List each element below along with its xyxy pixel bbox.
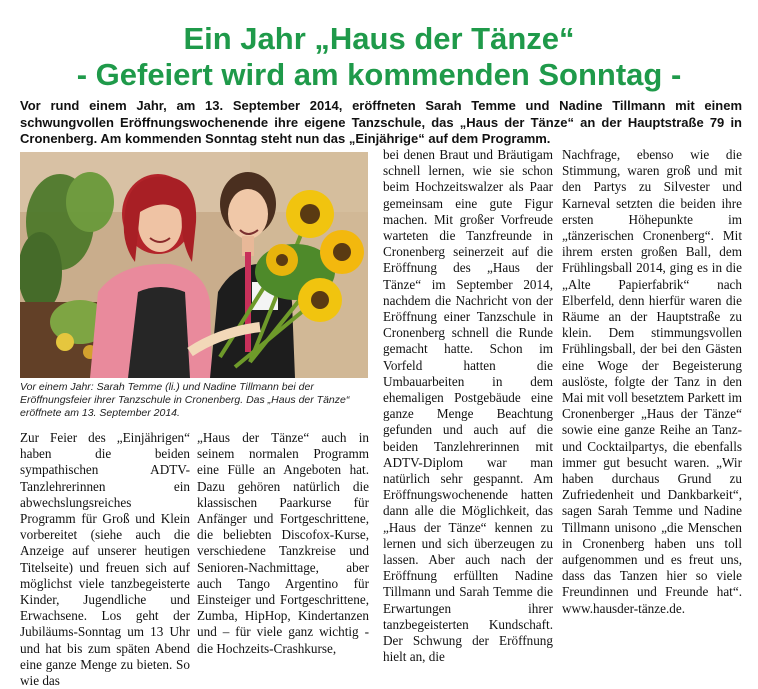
article-photo (20, 152, 368, 378)
column-4-text: Nachfrage, ebenso wie die Stimmung, waren groß und mit den Partys zu Silvester und Karneval setzten die beiden ihre ersten Höhepunkte im „tänzerischen Cronenberg“. Mit ihrem ersten großen Ball, dem Frühlingsball 2014, ging es in die „Alte Papierfabrik“ nach Elberfeld, denn hierfür waren die Räume an der Hauptstraße zu klein. Dem stimmungsvollen Frühlingsball, der bei den Gästen eine Woge der Begeisterung auslöste, folgte der Tanz in den Mai mit voll besetztem Parkett im Cronenberger „Haus der Tänze“ sowie eine ganze Reihe an Tanz- und Cocktailpartys, die ebenfalls immer gut besucht waren. „Wir haben durchaus Grund zu Zufriedenheit und Dankbarkeit“, sagen Sarah Temme und Nadine Tillmann unisono „die Menschen in Cronenberg haben uns toll aufgenommen und es freut uns, dass das Tanzen hier so viele Freundinnen und Freunde hat“. www.hausder-tänze.de. (562, 147, 742, 616)
photo-illustration (20, 152, 368, 378)
photo-caption: Vor einem Jahr: Sarah Temme (li.) und Nadine Tillmann bei der Eröffnungsfeier ihrer Tanzschule in Cronenberg. Das „Haus der Tänze“ eröffnete am 13. September 2014. (20, 381, 350, 419)
article-column-1 (20, 430, 190, 689)
headline-line-1: Ein Jahr „Haus der Tänze“ (183, 21, 575, 56)
article-column-2 (197, 430, 369, 657)
column-1-text: Zur Feier des „Einjährigen“ haben die beiden sympathischen ADTV-Tanzlehrerinnen ein abwechslungsreiches Programm für Groß und Klein vorbereitet (siehe auch die Anzeige auf unserer heutigen Titelseite) und freuen sich auf möglichst viele tanzbegeisterte Kinder, Jugendliche und Erwachsene. Los geht der Jubiläums-Sonntag um 13 Uhr und hat bis zum späten Abend eine ganze Menge zu bieten. So wie das (20, 430, 190, 689)
column-2-text: „Haus der Tänze“ auch in seinem normalen Programm eine Fülle an Angeboten hat. Dazu gehören natürlich die klassischen Paarkurse für Anfänger und Fortgeschrittene, die beliebten Discofox-Kurse, verschiedene Tanzkreise und Senioren-Nachmittage, aber auch Tango Argentino für Einsteiger und Fortgeschrittene, Zumba, HipHop, Kindertanzen und – für viele ganz wichtig - die Hochzeits-Crashkurse, (197, 430, 369, 656)
headline-line-2: - Gefeiert wird am kommenden Sonntag - (76, 57, 682, 92)
column-3-text: bei denen Braut und Bräutigam schnell lernen, wie sie schon beim Hochzeitswalzer als Paar gemeinsam eine gute Figur machen. Mit großer Vorfreude warteten die Tanzfreunde in Cronenberg seinerzeit auf die Eröffnung des „Haus der Tänze“ im September 2014, nachdem die Nachricht von der Eröffnung einer Tanzschule in Cronenberg schnell die Runde gemacht hatte. Schon im Vorfeld hatten die Umbauarbeiten in dem ehemaligen Postgebäude eine ganze Menge Beachtung gefunden und auch auf die beiden Tanzlehrerinnen mit ADTV-Diplom war man natürlich sehr gespannt. Am Eröffnungswochenende hatten dann alle die Möglichkeit, das „Haus der Tänze“ kennen zu lernen und sich überzeugen zu lassen. Aber auch nach der Eröffnung erfüllten Nadine Tillmann und Sarah Temme die Erwartungen ihrer tanzbegeisterten Kundschaft. Der Schwung der Eröffnung hielt an, die (383, 147, 553, 665)
lead-paragraph: Vor rund einem Jahr, am 13. September 2014, eröffneten Sarah Temme und Nadine Tillmann mit einem schwungvollen Eröffnungswochenende ihre eigene Tanzschule, das „Haus der Tänze“ an der Hauptstraße 79 in Cronenberg. Am kommenden Sonntag steht nun das „Einjährige“ auf dem Programm. (20, 98, 742, 146)
article-column-4 (562, 147, 742, 617)
article-column-3 (383, 147, 553, 666)
